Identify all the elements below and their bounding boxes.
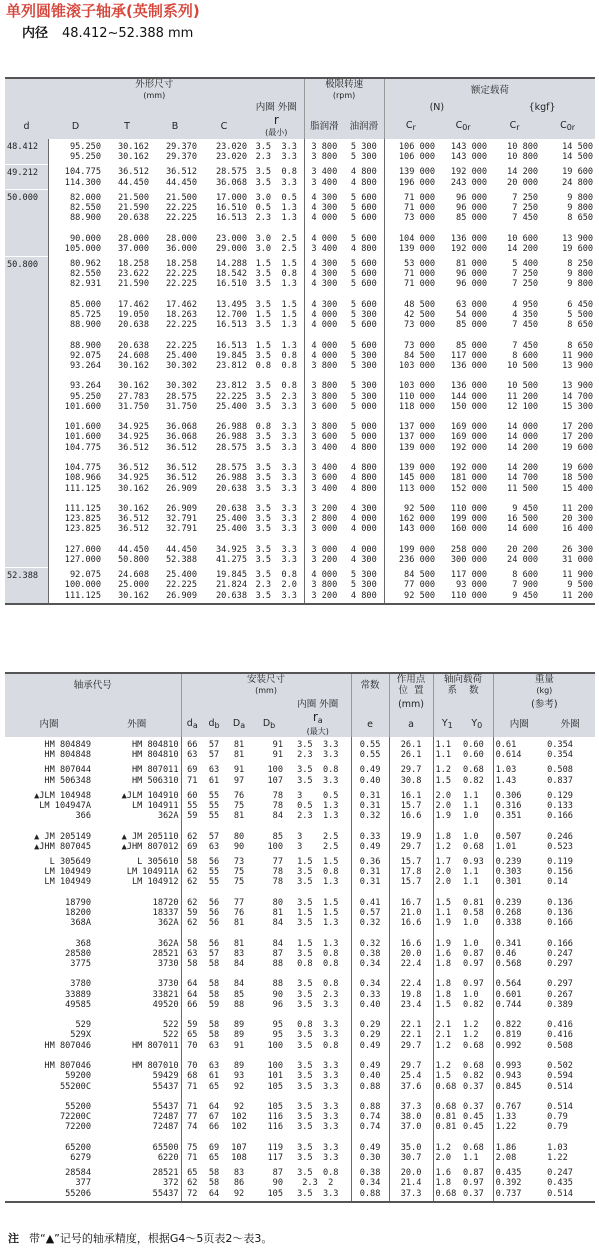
col-grease: 脂润滑	[304, 113, 344, 139]
t2-g1-y0: 0.60 0.60	[463, 740, 484, 761]
t2-g1-da: 66 63	[181, 737, 203, 762]
t1-g2-crN: 139 000 196 000	[384, 164, 437, 189]
t1-g1-r: 3.5 3.3 2.3 3.3	[255, 142, 297, 163]
t1-g4-corN: 81 000 96 000 96 000 63 000 54 000 85 000 85 000 117 000 136 000 136 000 144 000 150 000 169 000 169 000 192 000 192 000 181 000 152 000 110 000 199 000 160 000 258 000 300 000	[450, 259, 488, 565]
t1-g5-crN: 84 500 77 000 92 500	[384, 567, 437, 604]
t2-g3-Da: 76 75 81 80 90	[233, 790, 245, 852]
t1-g1-crK: 10 800 10 800	[507, 142, 539, 163]
t1-g3-D: 82.000 82.550 88.900 90.000 105.000	[48, 190, 103, 256]
t1-g4-crK: 5 400 7 250 7 250 4 950 4 350 7 450 7 450 8 600 10 500 10 500 11 200 12 100 14 000 14 000 14 200 14 200 14 700 11 500 9 450 16 500 14 600 20 200 24 000	[507, 259, 539, 565]
t2-g3-mi: 0.306 0.316 0.351 0.507 1.01	[493, 788, 545, 854]
t1-group-1	[5, 139, 595, 164]
t2-g3-Db: 78 78 84 85 100	[267, 790, 284, 852]
t2-g2-a: 29.7 30.8	[389, 762, 433, 787]
t1-g3-T: 21.500 21.590 20.638 28.000 37.000	[117, 192, 149, 254]
header-mass-note: (参考)	[493, 696, 595, 712]
t1-g2-corN: 192 000 243 000	[450, 167, 488, 188]
t2-g3-inner: ▲JLM 104948 LM 104947A 366 ▲ JM 205149 ▲JHM 807045	[34, 790, 91, 852]
col-r-note: (最小)	[265, 127, 288, 137]
t2-g1-y1: 1.1 1.1	[433, 737, 461, 762]
t1-g3-crK: 7 250 7 250 7 450 10 600 14 200	[507, 192, 539, 254]
col-d: d	[23, 120, 30, 132]
bore-range-label: 内径	[22, 26, 49, 41]
t1-g5-oil: 5 300 5 300 4 800	[344, 567, 384, 604]
t1-g4-crN: 53 000 71 000 71 000 48 500 42 500 73 000 73 000 84 500 103 000 103 000 110 000 118 000 137 000 137 000 139 000 139 000 145 000 113 000 92 500 162 000 143 000 199 000 236 000	[384, 256, 437, 567]
t2-g3-a: 16.1 15.7 16.6 19.9 29.7	[389, 788, 433, 854]
t1-g1-T: 30.162 30.162	[117, 142, 149, 163]
t1-g2-bore: 49.212	[5, 164, 48, 189]
header-load-kgf: {kgf}	[528, 101, 556, 113]
t1-g3-B: 21.500 22.225 22.225 28.000 36.000	[165, 192, 197, 254]
col-inner-code: 内圈	[39, 719, 59, 730]
t1-g4-r: 1.5 1.5 3.5 0.8 3.5 1.3 3.5 1.5 1.5 1.5 3.5 1.3 1.5 1.3 3.5 0.8 0.8 0.8 3.5 0.8 3.5 2.3 3.5 3.3 0.8 3.3 3.5 3.3 3.5 3.3 3.5 3.3 3.5 3.3 3.5 3.3 3.5 3.3 3.5 3.3 3.5 3.3 3.5 3.3 3.5 3.3	[255, 259, 297, 565]
t2-g2-y0: 0.68 0.82	[463, 765, 484, 786]
t1-g2-grease: 3 400 3 400	[304, 164, 344, 189]
t2-group-5	[5, 1165, 595, 1202]
t2-g5-da: 65 62 72	[181, 1165, 203, 1202]
t2-g4-e: 0.36 0.31 0.31 0.41 0.57 0.32 0.32 0.38 0.34 0.34 0.33 0.40 0.29 0.29 0.49 0.49 0.40 0.88 0.88 0.74 0.74 0.49 0.30	[351, 854, 389, 1165]
t1-g5-B: 25.400 22.225 26.909	[151, 567, 199, 604]
t1-g3-r: 3.0 0.5 0.5 1.3 2.3 1.3 3.0 2.5 3.0 2.5	[255, 192, 297, 254]
t2-g1-mo: 0.354 0.354	[547, 740, 573, 761]
t2-g1-e: 0.55 0.55	[351, 737, 389, 762]
col-da: $d_a$	[181, 712, 203, 737]
t2-g2-outer: HM 807011 HM 506310	[131, 765, 179, 786]
t1-g1-oil: 5 300 5 300	[350, 142, 377, 163]
t2-g5-y0: 0.87 0.97 0.37	[461, 1165, 493, 1202]
t2-g2-ra: 3.5 0.8 3.5 3.3	[297, 765, 339, 786]
header-dimensions	[5, 78, 304, 101]
col-cr-n: $C_r$	[384, 113, 437, 139]
t2-g5-db: 58 58 64	[203, 1165, 225, 1202]
col-B: B	[171, 120, 179, 132]
t2-g4-db: 56 55 55 56 56 56 56 57 58 58 58 59 58 58 63 63 61 65 64 67 66 69 65	[208, 857, 220, 1163]
header-mass-unit: (kg)	[536, 686, 553, 695]
t1-g2-crK: 14 200 20 000	[507, 167, 539, 188]
t1-g1-B: 29.370 29.370	[165, 142, 197, 163]
t2-g1-Db: 91 91	[272, 740, 284, 761]
t1-g1-bore: 48.412	[5, 139, 48, 164]
t2-g5-e: 0.38 0.34 0.88	[351, 1165, 389, 1202]
header-speed-title: 极限转速	[325, 79, 364, 90]
col-r-symbol: r	[273, 112, 279, 127]
col-y0: $Y_0$	[471, 718, 483, 730]
t1-g5-bore: 52.388	[5, 567, 48, 604]
t2-group-3	[5, 788, 595, 854]
t1-g3-bore: 50.000	[5, 190, 48, 256]
t2-g3-db: 55 55 55 57 63	[208, 790, 220, 852]
t2-g3-y1: 2.0 2.0 1.9 1.8 1.2	[433, 788, 461, 854]
bore-range-value: 48.412~52.388 mm	[62, 26, 194, 41]
t1-g3-crN: 71 000 71 000 73 000 104 000 139 000	[384, 190, 437, 256]
t2-g4-da: 58 62 62 62 59 62 58 63 58 64 64 66 59 65 70 70 68 71 71 77 74 75 71	[181, 854, 203, 1165]
t2-g5-mi: 0.435 0.392 0.737	[493, 1165, 545, 1202]
header-speed-unit: (rpm)	[332, 91, 356, 100]
t1-g3-C: 17.000 16.510 16.513 23.000 29.000	[215, 192, 247, 254]
t1-g1-grease: 3 800 3 800	[304, 139, 344, 164]
t2-g4-Da: 73 75 75 77 76 81 81 83 84 84 85 88 89 89 91 89 93 92 92 102 102 107 108	[231, 857, 247, 1163]
t1-g4-D: 80.962 82.550 82.931 85.000 85.725 88.900 88.900 92.075 93.264 93.264 95.250 101.600 101.600 101.600 104.775 104.775 108.966 111.125 111.125 123.825 123.825 127.000 127.000	[48, 256, 103, 567]
t2-g2-Da: 91 97	[233, 765, 245, 786]
col-C: C	[220, 120, 228, 132]
t2-g3-e: 0.31 0.31 0.32 0.33 0.49	[351, 788, 389, 854]
header-mount-unit: (mm)	[255, 686, 277, 695]
t2-g4-ra: 1.5 1.5 3.5 0.8 3.5 1.3 3.5 1.5 1.5 1.5 3.5 1.3 1.5 1.3 3.5 0.8 0.8 0.8 3.5 0.8 3.5 2.3 3.5 3.3 0.8 3.3 3.5 3.3 3.5 0.8 3.5 3.3 3.5 3.3 3.5 3.3 3.5 3.3 3.5 3.3 3.5 3.3 3.5 3.3 3.5 3.3	[297, 857, 339, 1163]
col-r	[249, 113, 304, 139]
t1-group-2	[5, 164, 595, 189]
t1-g1-crN: 106 000 106 000	[384, 139, 437, 164]
t2-g1-a: 26.1 26.1	[389, 737, 433, 762]
t1-g5-corN: 117 000 93 000 110 000	[437, 567, 489, 604]
col-Da: $D_a$	[232, 718, 246, 730]
t1-g5-grease: 4 000 3 800 3 200	[304, 567, 344, 604]
t2-g4-y0: 0.93 1.1 1.1 0.81 0.58 1.0 1.0 0.87 0.97 0.97 1.0 0.82 1.2 1.2 0.68 0.68 0.82 0.37 0.37 0.45 0.45 0.68 1.1	[463, 857, 484, 1163]
t1-g5-C: 19.845 21.824 20.638	[199, 567, 249, 604]
t1-group-4	[5, 256, 595, 567]
mounting-table	[5, 672, 595, 1203]
t2-g2-y1: 1.2 1.5	[433, 762, 461, 787]
t2-g2-inner: HM 807044 HM 506348	[44, 765, 91, 786]
col-outer-code: 外圈	[127, 719, 147, 730]
t2-group-4	[5, 854, 595, 1165]
t2-group-2	[5, 762, 595, 787]
col-cor-n: $C_{0r}$	[455, 119, 471, 132]
t2-g4-outer: L 305610 LM 104911A LM 104912 18720 18337 362A 362A 28521 3730 3730 33821 49520 522 522 HM 807011 HM 807010 59429 55437 55437 72487 72487 65500 6220	[126, 857, 179, 1163]
col-ra: $r_a$ (最大)	[306, 710, 329, 736]
header-ra-top: 内圈 外圈	[297, 698, 339, 710]
t1-g4-bore: 50.800	[5, 256, 48, 567]
bore-range	[22, 22, 193, 41]
header-load-point-unit: (mm)	[389, 696, 433, 712]
t2-g3-ra: 3 0.5 0.5 1.3 2.3 1.3 3 2.5 3 2.5	[297, 790, 339, 852]
t1-g5-D: 92.075 100.000 111.125	[48, 567, 103, 604]
t2-group-1	[5, 737, 595, 762]
footnote-text: 带“▲”记号的轴承精度，根据G4～5页表2～表3。	[29, 1232, 273, 1245]
t2-g4-mi: 0.239 0.303 0.301 0.239 0.268 0.338 0.341 0.46 0.568 0.564 0.601 0.744 0.822 0.819 0.992 0.993 0.943 0.845 0.767 1.33 1.22 1.86 2.08	[493, 854, 545, 1165]
t1-g3-corK: 9 800 9 800 8 650 13 900 19 600	[562, 192, 594, 254]
t1-g4-grease: 4 300 4 300 4 300 4 300 4 000 4 000 4 000 4 000 3 800 3 800 3 800 3 600 3 800 3 600 3 400 3 400 3 600 3 400 3 200 2 800 3 000 3 000 3 200	[304, 256, 344, 567]
t1-g4-B: 18.258 22.225 22.225 17.462 18.263 22.225 22.225 25.400 30.302 30.302 28.575 31.750 36.068 36.068 36.512 36.512 36.512 26.909 26.909 32.791 32.791 44.450 52.388	[165, 259, 197, 565]
t1-g5-crK: 8 600 7 900 9 450	[489, 567, 540, 604]
t2-g1-outer: HM 804810 HM 804810	[131, 740, 179, 761]
t1-g2-C: 28.575 36.068	[215, 167, 247, 188]
t1-g1-corN: 143 000 143 000	[450, 142, 488, 163]
t1-g2-T: 36.512 44.450	[117, 167, 149, 188]
t2-g2-mi: 1.03 1.43	[493, 762, 545, 787]
t2-g1-ra: 3.5 3.3 2.3 3.3	[297, 740, 339, 761]
t1-group-3	[5, 190, 595, 256]
col-y1: $Y_1$	[433, 712, 461, 737]
header-dimensions-title: 外形尺寸	[135, 79, 174, 90]
header-load-n: (N)	[384, 101, 489, 113]
t1-g3-corN: 96 000 96 000 85 000 136 000 192 000	[450, 192, 488, 254]
t2-g5-y1: 1.6 1.8 0.68	[433, 1165, 461, 1202]
col-cor-kgf: $C_{0r}$	[560, 119, 576, 132]
t1-g5-corK: 11 900 9 500 11 200	[540, 567, 595, 604]
header-mount	[181, 673, 351, 696]
t1-g1-corK: 14 500 14 500	[562, 142, 594, 163]
t2-g3-y0: 1.1 1.1 1.0 1.0 0.68	[463, 790, 484, 852]
t2-g2-db: 63 61	[208, 765, 220, 786]
footnote	[8, 1230, 272, 1246]
t2-g2-Db: 100 107	[267, 765, 284, 786]
t2-g5-mo: 0.247 0.435 0.514	[545, 1165, 595, 1202]
t1-g3-oil: 5 600 5 600 5 600 5 600 4 800	[350, 192, 377, 254]
dimensions-table	[5, 77, 595, 605]
t1-group-5	[5, 567, 595, 604]
col-db: $d_b$	[208, 718, 220, 730]
col-mass-inner: 内圈	[493, 712, 545, 737]
header-load	[384, 78, 595, 101]
col-a: a	[389, 712, 433, 737]
header-mass	[493, 673, 595, 696]
col-Db: $D_b$	[262, 718, 276, 730]
header-r-top: 内圈 外圈	[255, 101, 297, 113]
header-dimensions-unit: (mm)	[143, 91, 166, 100]
t1-g2-D: 104.775 114.300	[48, 164, 103, 189]
col-mass-outer: 外圈	[560, 719, 580, 730]
t2-g1-inner: HM 804849 HM 804848	[44, 740, 91, 761]
header-mass-title: 重量	[534, 674, 554, 685]
t2-g1-mi: 0.61 0.614	[493, 737, 545, 762]
footnote-label: 注	[8, 1232, 19, 1245]
header-const: 常数	[351, 673, 389, 696]
t2-g4-inner: L 305649 LM 104949 LM 104949 18790 18200 368A 368 28580 3775 3780 33889 49585 529 529X HM 807046 HM 807046 59200 55200C 55200 72200C 72200 65200 6279	[44, 857, 91, 1163]
page-title: 单列圆锥滚子轴承(英制系列)	[6, 2, 200, 20]
col-T: T	[124, 120, 130, 132]
col-oil: 油润滑	[349, 120, 379, 132]
col-cr-kgf: $C_r$	[509, 119, 520, 132]
t1-g4-corK: 8 250 9 800 9 800 6 450 5 500 8 650 8 650 11 900 13 900 13 900 14 700 15 300 17 200 17 200 19 600 19 600 18 500 15 400 11 200 20 300 16 400 26 300 31 000	[562, 259, 594, 565]
t1-g5-T: 24.608 25.000 30.162	[103, 567, 151, 604]
t2-g4-y1: 1.7 2.0 2.0 1.5 1.1 1.9 1.9 1.6 1.8 1.8 1.8 1.5 2.1 2.1 1.2 1.2 1.5 0.68 0.68 0.81 0.81 1.2 2.0	[433, 854, 461, 1165]
t1-g4-T: 18.258 23.622 21.590 17.462 19.050 20.638 20.638 24.608 30.162 30.162 27.783 31.750 34.925 34.925 36.512 36.512 34.925 30.162 30.162 36.512 36.512 44.450 50.800	[117, 259, 149, 565]
t2-g5-a: 20.0 21.4 37.3	[389, 1165, 433, 1202]
t1-g4-C: 14.288 18.542 16.510 13.495 12.700 16.513 16.513 19.845 23.812 23.812 22.225 25.400 26.988 26.988 28.575 28.575 26.988 20.638 20.638 25.400 25.400 34.925 41.275	[215, 259, 247, 565]
t2-g5-inner: 28584 377 55206	[5, 1165, 93, 1202]
t1-g2-corK: 19 600 24 800	[562, 167, 594, 188]
t1-g4-oil: 5 600 5 600 5 600 5 600 5 300 5 600 5 600 5 300 5 300 5 300 5 300 5 000 5 000 5 000 4 800 4 800 4 800 4 800 4 300 4 000 4 000 4 000 4 300	[350, 259, 377, 565]
t1-g2-oil: 4 800 4 800	[350, 167, 377, 188]
t2-g5-Db: 87 90 105	[253, 1165, 285, 1202]
t2-g3-da: 60 55 59 62 69	[181, 788, 203, 854]
header-speed	[304, 78, 384, 101]
t2-g2-e: 0.49 0.40	[351, 762, 389, 787]
t2-g3-mo: 0.129 0.133 0.166 0.246 0.523	[547, 790, 573, 852]
t2-g5-ra: 3.5 0.8 2.3 2 3.5 3.3	[285, 1165, 351, 1202]
header-load-point: 作用点 位 置	[389, 673, 433, 696]
t2-g4-Db: 77 78 78 80 81 84 84 87 88 88 90 96 95 95 100 100 101 105 105 116 116 119 117	[267, 857, 284, 1163]
t2-g1-Da: 81 81	[233, 740, 245, 761]
t2-g2-mo: 0.508 0.837	[547, 765, 573, 786]
t1-g1-C: 23.020 23.020	[215, 142, 247, 163]
t2-g4-a: 15.7 17.8 15.7 16.7 21.0 16.6 16.6 20.0 22.4 22.4 19.8 23.4 22.1 22.1 29.7 29.7 25.4 37.6 37.3 38.0 37.0 35.0 30.7	[389, 854, 433, 1165]
t1-g2-B: 36.512 44.450	[165, 167, 197, 188]
t1-g3-grease: 4 300 4 300 4 000 4 000 3 400	[304, 190, 344, 256]
header-axial: 轴向载荷 系 数	[433, 673, 493, 696]
header-mount-title: 安装尺寸	[247, 674, 286, 685]
t1-g5-r: 3.5 0.8 2.3 2.0 3.5 3.3	[249, 567, 304, 604]
t2-g5-outer: 28521 372 55437	[93, 1165, 181, 1202]
header-code: 轴承代号	[73, 679, 112, 691]
t2-g2-da: 69 71	[181, 762, 203, 787]
t2-g4-mo: 0.119 0.156 0.14 0.136 0.136 0.166 0.166 0.247 0.297 0.297 0.267 0.389 0.416 0.416 0.508 0.502 0.594 0.514 0.514 0.79 0.79 1.03 1.22	[547, 857, 573, 1163]
header-load-title: 额定载荷	[470, 84, 509, 96]
t2-g5-Da: 83 86 92	[225, 1165, 253, 1202]
col-e: e	[351, 712, 389, 737]
t1-g1-D: 95.250 95.250	[48, 139, 103, 164]
col-D: D	[71, 120, 80, 132]
t2-g1-db: 57 57	[208, 740, 220, 761]
t2-g3-outer: ▲JLM 104910 LM 104911 362A ▲ JM 205110 ▲JHM 807012	[121, 790, 179, 852]
t1-g2-r: 3.5 0.8 3.5 3.3	[255, 167, 297, 188]
